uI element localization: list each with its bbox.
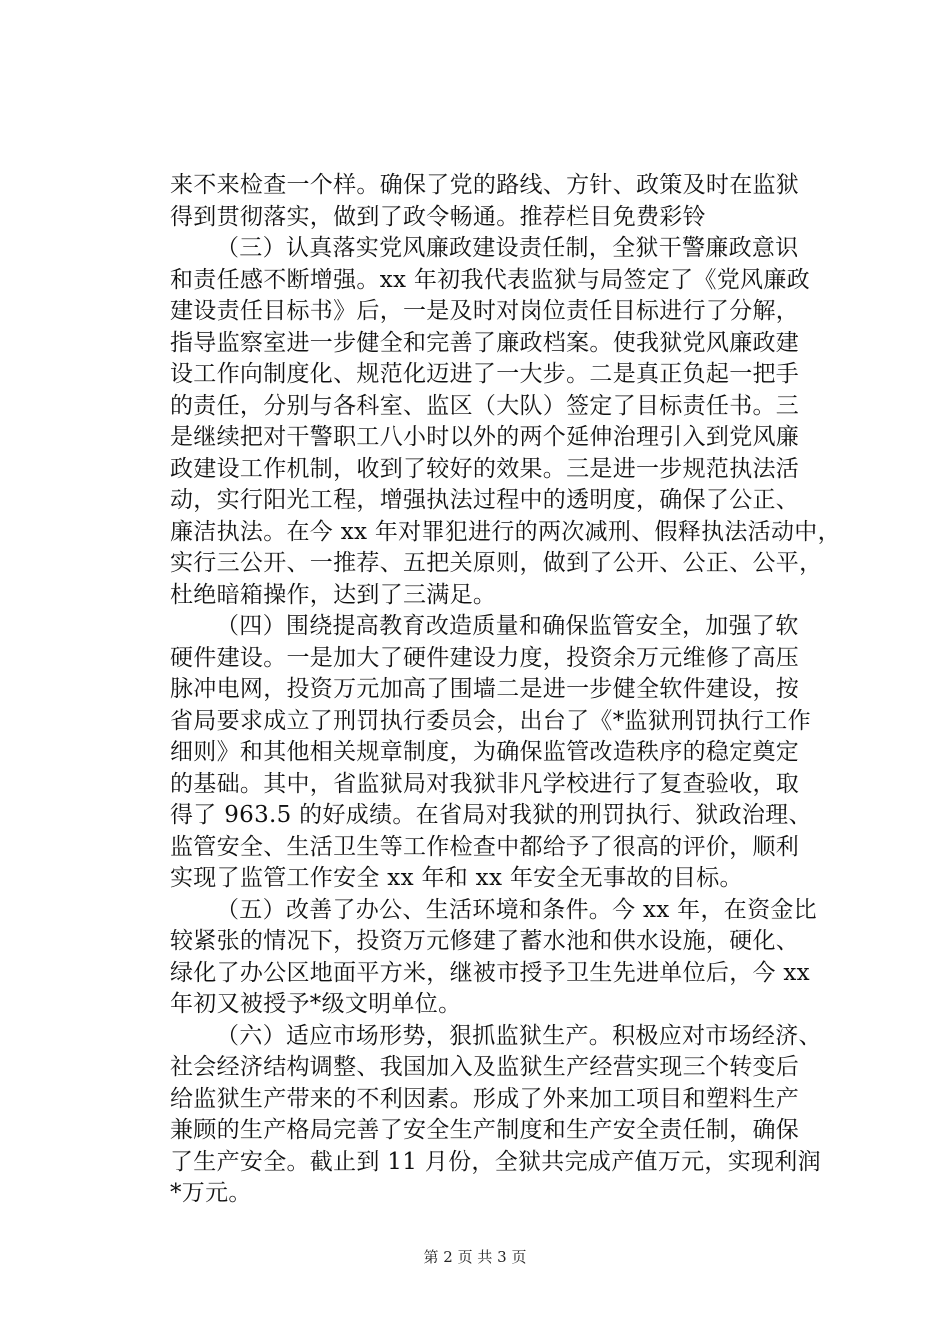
text-line: 省局要求成立了刑罚执行委员会，出台了《*监狱刑罚执行工作 xyxy=(170,707,811,734)
document-body xyxy=(170,170,841,1210)
text-line: 的责任，分别与各科室、监区（大队）签定了目标责任书。三 xyxy=(170,392,800,419)
text-line: （六）适应市场形势，狠抓监狱生产。积极应对市场经济、 xyxy=(216,1022,822,1049)
text-line: 来不来检查一个样。确保了党的路线、方针、政策及时在监狱 xyxy=(170,172,800,198)
paragraph xyxy=(170,611,830,895)
text-line: 硬件建设。一是加大了硬件建设力度，投资余万元维修了高压 xyxy=(170,644,800,671)
text-line: 监管安全、生活卫生等工作检查中都给予了很高的评价，顺利 xyxy=(170,833,800,860)
text-line: 设工作向制度化、规范化迈进了一大步。二是真正负起一把手 xyxy=(170,361,800,387)
text-line: 建设责任目标书》后，一是及时对岗位责任目标进行了分解， xyxy=(170,298,800,324)
text-line: （三）认真落实党风廉政建设责任制，全狱干警廉政意识 xyxy=(216,235,799,261)
text-line: 得了 963.5 的好成绩。在省局对我狱的刑罚执行、狱政治理、 xyxy=(170,802,812,828)
text-line: （四）围绕提高教育改造质量和确保监管安全，加强了软 xyxy=(216,613,799,639)
text-line: 指导监察室进一步健全和完善了廉政档案。使我狱党风廉政建 xyxy=(170,329,800,356)
text-line: 政建设工作机制，收到了较好的效果。三是进一步规范执法活 xyxy=(170,455,800,482)
text-line: 是继续把对干警职工八小时以外的两个延伸治理引入到党风廉 xyxy=(170,424,800,450)
paragraph xyxy=(170,1021,830,1210)
text-line: 社会经济结构调整、我国加入及监狱生产经营实现三个转变后 xyxy=(170,1054,800,1080)
text-line: *万元。 xyxy=(170,1180,252,1206)
text-line: 细则》和其他相关规章制度，为确保监管改造秩序的稳定奠定 xyxy=(170,739,800,765)
text-line: 杜绝暗箱操作，达到了三满足。 xyxy=(170,581,497,608)
page-number-footer: 第 2 页 共 3 页 xyxy=(423,1248,527,1266)
text-line: 绿化了办公区地面平方米，继被市授予卫生先进单位后，今 xx xyxy=(170,959,810,986)
text-line: 较紧张的情况下，投资万元修建了蓄水池和供水设施，硬化、 xyxy=(170,928,800,954)
text-line: 和责任感不断增强。xx 年初我代表监狱与局签定了《党风廉政 xyxy=(170,266,810,293)
text-line: 实行三公开、一推荐、五把关原则，做到了公开、公正、公平， xyxy=(170,550,823,576)
text-line: 得到贯彻落实，做到了政令畅通。推荐栏目免费彩铃 xyxy=(170,203,706,230)
paragraph xyxy=(170,170,830,233)
text-line: 兼顾的生产格局完善了安全生产制度和生产安全责任制，确保 xyxy=(170,1117,800,1143)
paragraph xyxy=(170,233,841,611)
text-line: （五）改善了办公、生活环境和条件。今 xx 年，在资金比 xyxy=(216,896,817,923)
text-line: 廉洁执法。在今 xx 年对罪犯进行的两次减刑、假释执法活动中， xyxy=(170,518,841,545)
paragraph xyxy=(170,895,830,1021)
text-line: 的基础。其中，省监狱局对我狱非凡学校进行了复查验收，取 xyxy=(170,770,800,797)
text-line: 动，实行阳光工程，增强执法过程中的透明度，确保了公正、 xyxy=(170,487,800,513)
text-line: 给监狱生产带来的不利因素。形成了外来加工项目和塑料生产 xyxy=(170,1085,800,1112)
text-line: 年初又被授予*级文明单位。 xyxy=(170,991,462,1017)
text-line: 脉冲电网，投资万元加高了围墙二是进一步健全软件建设，按 xyxy=(170,676,800,702)
text-line: 实现了监管工作安全 xx 年和 xx 年安全无事故的目标。 xyxy=(170,865,743,891)
text-line: 了生产安全。截止到 11 月份，全狱共完成产值万元，实现利润 xyxy=(170,1148,821,1175)
